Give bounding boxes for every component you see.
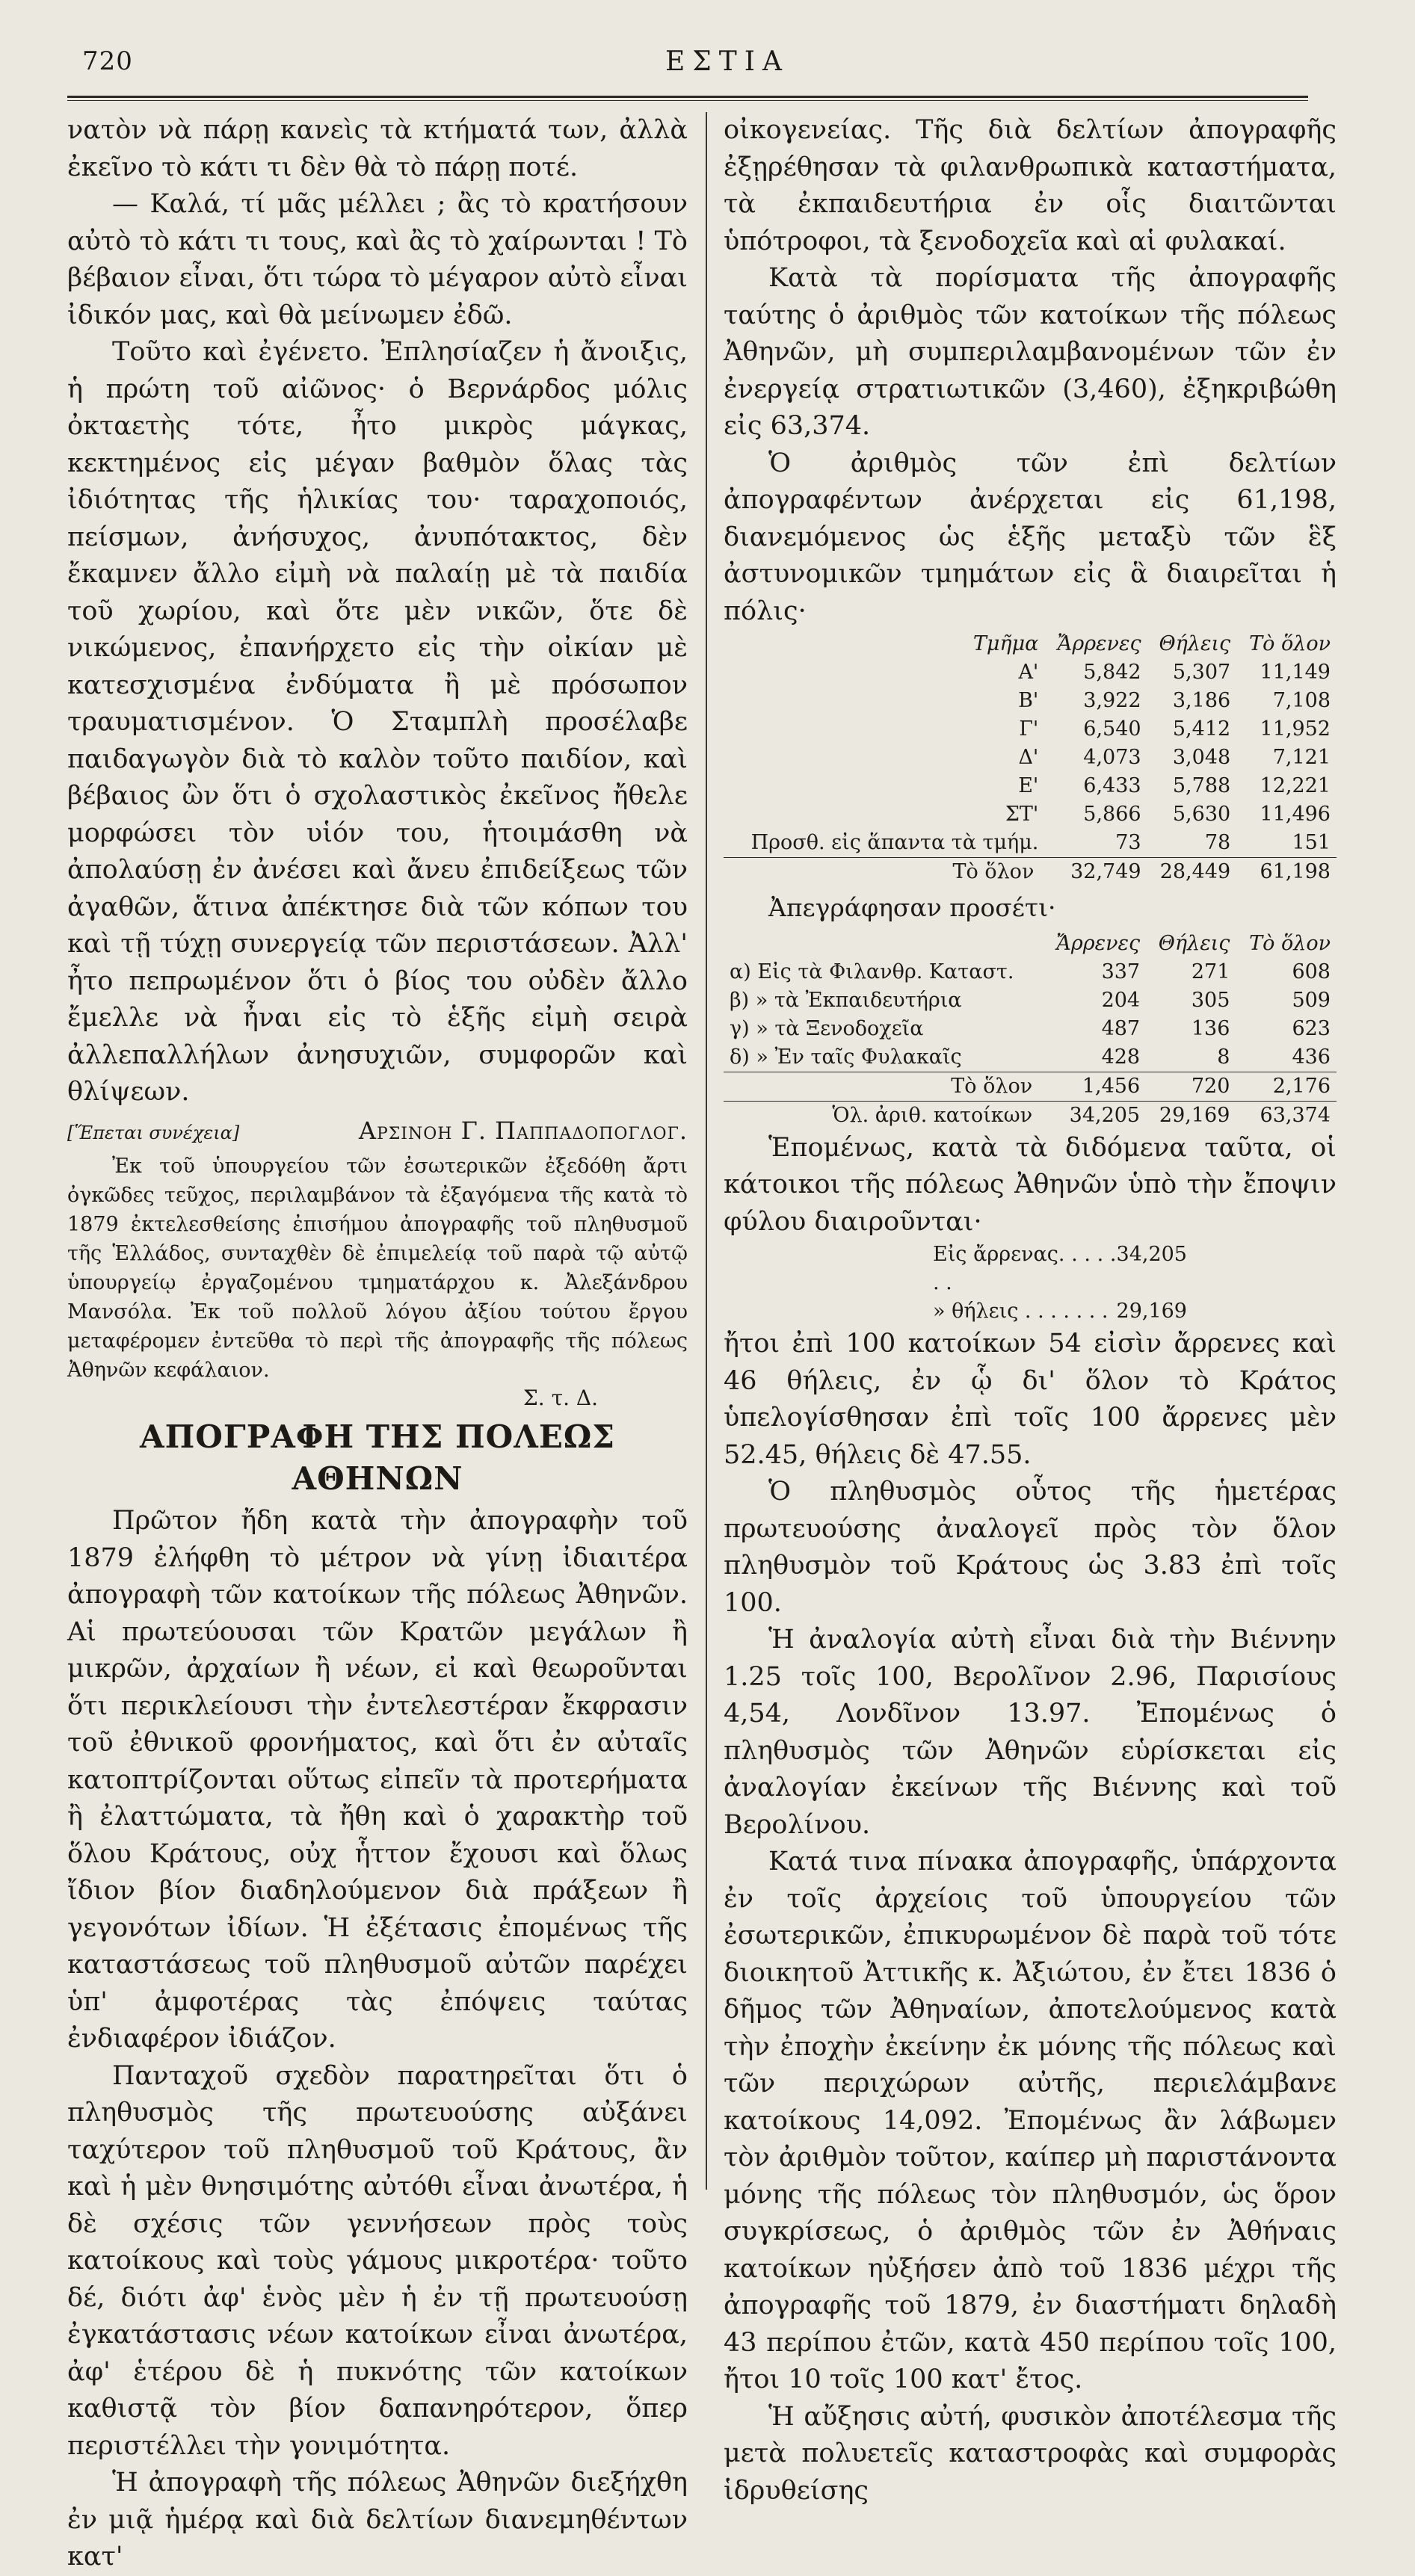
right-column bbox=[724, 112, 1337, 2509]
header-rule bbox=[67, 96, 1308, 98]
table-cell: 151 bbox=[1292, 831, 1331, 854]
table-cell: 3,186 bbox=[1172, 689, 1231, 712]
table-cell: 29,169 bbox=[1146, 1101, 1236, 1130]
table-row bbox=[724, 986, 1337, 1015]
table-header: Θήλεις bbox=[1158, 931, 1230, 955]
table-cell: α) Εἰς τὰ Φιλανθρ. Καταστ. bbox=[730, 960, 1014, 983]
table-cell: δ) » Ἐν ταῖς Φυλακαῖς bbox=[730, 1045, 962, 1069]
table-row bbox=[724, 744, 1337, 772]
table-cell: γ) » τὰ Ξενοδοχεῖα bbox=[730, 1016, 924, 1040]
table-cell: 12,221 bbox=[1260, 774, 1331, 797]
table-cell: β) » τὰ Ἐκπαιδευτήρια bbox=[730, 988, 962, 1012]
table-cell: 1,456 bbox=[1043, 1072, 1146, 1101]
table-cell: 428 bbox=[1101, 1045, 1141, 1069]
table-cell: 608 bbox=[1292, 960, 1331, 983]
table-cell: 305 bbox=[1191, 988, 1230, 1012]
table-cell: 5,866 bbox=[1083, 803, 1141, 826]
table-grand-total-row bbox=[724, 1101, 1337, 1130]
article-paragraph: οἰκογενείας. Τῆς διὰ δελτίων ἀπογραφῆς ἐξῃρέθησαν τὰ φιλανθρωπικὰ καταστήματα, τὰ ἐκπαιδευτήρια ἐν οἷς διαιτῶνται ὑπότροφοι, τὰ ξενοδοχεῖα καὶ αἱ φυλακαί. bbox=[724, 115, 1337, 256]
table-header: Τὸ ὅλον bbox=[1249, 632, 1331, 655]
table-cell: 28,449 bbox=[1147, 858, 1237, 887]
table-header: Τὸ ὅλον bbox=[1249, 931, 1331, 955]
table-row bbox=[724, 658, 1337, 687]
table-cell: Γ' bbox=[1019, 717, 1039, 741]
table-cell: 6,433 bbox=[1083, 774, 1141, 797]
table-cell: 436 bbox=[1292, 1045, 1331, 1069]
table-cell: 4,073 bbox=[1083, 746, 1141, 769]
continued-note: [Ἕπεται συνέχεια] bbox=[67, 1122, 240, 1143]
table-row bbox=[724, 687, 1337, 715]
article-paragraph: Πανταχοῦ σχεδὸν παρατηρεῖται ὅτι ὁ πληθυσμὸς τῆς πρωτευούσης αὐξάνει ταχύτερον τοῦ πληθυσμοῦ τοῦ Κράτους, ἂν καὶ ἡ μὲν θνησιμότης αὐτόθι εἶναι ἀνωτέρα, ἡ δὲ σχέσις τῶν γεννήσεων πρὸς τοὺς κατοίκους καὶ τοὺς γάμους μικροτέρα· τοῦτο δέ, διότι ἀφ' ἑνὸς μὲν ἡ ἐν τῇ πρωτευούσῃ ἐγκατάστασις νέων κατοίκων εἶναι ἀνωτέρα, ἀφ' ἑτέρου δὲ ἡ πυκνότης τῶν κατοίκων καθιστᾷ τὸν βίον δαπανηρότερον, ὅπερ περιστέλλει τὴν γονιμότητα. bbox=[67, 2060, 688, 2461]
table-row bbox=[724, 800, 1337, 829]
table-row bbox=[724, 1015, 1337, 1043]
article-paragraph: Ἡ ἀναλογία αὐτὴ εἶναι διὰ τὴν Βιέννην 1.25 τοῖς 100, Βερολῖνον 2.96, Παρισίους 4,54, Λονδῖνον 13.97. Ἐπομένως ὁ πληθυσμὸς τῶν Ἀθηνῶν εὑρίσκεται εἰς ἀναλογίαν ἐκείνων τῆς Βιέννης καὶ τοῦ Βερολίνου. bbox=[724, 1625, 1337, 1840]
table-cell: 63,374 bbox=[1236, 1101, 1337, 1130]
section-label: Ἀπεγράφησαν προσέτι· bbox=[768, 893, 1056, 922]
story-paragraph: νατὸν νὰ πάρῃ κανεὶς τὰ κτήματά των, ἀλλὰ ἐκεῖνο τὸ κάτι τι δὲν θὰ τὸ πάρῃ ποτέ. bbox=[67, 115, 688, 182]
column-divider bbox=[706, 112, 707, 2190]
article-title: ΑΠΟΓΡΑΦΗ ΤΗΣ ΠΟΛΕΩΣ ΑΘΗΝΩΝ bbox=[140, 1418, 615, 1497]
article-paragraph: Ἡ ἀπογραφὴ τῆς πόλεως Ἀθηνῶν διεξήχθη ἐν μιᾷ ἡμέρᾳ καὶ διὰ δελτίων διανεμηθέντων κατ' bbox=[67, 2468, 688, 2572]
article-paragraph: Κατὰ τὰ πορίσματα τῆς ἀπογραφῆς ταύτης ὁ ἀριθμὸς τῶν κατοίκων τῆς πόλεως Ἀθηνῶν, μὴ συμπεριλαμβανομένων τῶν ἐν ἐνεργείᾳ στρατιωτικῶν (3,460), ἐξηκριβώθη εἰς 63,374. bbox=[724, 263, 1337, 441]
article-paragraph: Κατά τινα πίνακα ἀπογραφῆς, ὑπάρχοντα ἐν τοῖς ἀρχείοις τοῦ ὑπουργείου τῶν ἐσωτερικῶν, ἐπικυρωμένον δὲ παρὰ τοῦ τότε διοικητοῦ Ἀττικῆς κ. Ἀξιώτου, ἐν ἔτει 1836 ὁ δῆμος τῶν Ἀθηναίων, ἀποτελούμενος κατὰ τὴν ἐποχὴν ἐκείνην ἐκ μόνης τῆς πόλεως καὶ τῶν περιχώρων αὐτῆς, περιελάμβανε κατοίκους 14,092. Ἐπομένως ἂν λάβωμεν τὸν ἀριθμὸν τοῦτον, καίπερ μὴ παριστάνοντα μόνης τῆς πόλεως τὸν πληθυσμόν, ὡς ὅρον συγκρίσεως, ὁ ἀριθμὸς τῶν ἐν Ἀθήναις κατοίκων ηὐξήσεν ἀπὸ τοῦ 1836 μέχρι τῆς ἀπογραφῆς τοῦ 1879, ἐν διαστήματι δηλαδὴ 43 περίπου ἐτῶν, κατὰ 450 περίπου τοῖς 100, ἤτοι 10 τοῖς 100 κατ' ἔτος. bbox=[724, 1847, 1337, 2394]
district-table bbox=[724, 630, 1337, 886]
table-header: Τμῆμα bbox=[972, 632, 1039, 655]
table-cell: 5,307 bbox=[1172, 661, 1231, 684]
table-row bbox=[724, 829, 1337, 858]
author-name: Αρσινοη Γ. Παππαδοπογλογ. bbox=[358, 1116, 688, 1145]
table-cell: 11,149 bbox=[1260, 661, 1331, 684]
article-paragraph: Ἑπομένως, κατὰ τὰ διδόμενα ταῦτα, οἱ κάτοικοι τῆς πόλεως Ἀθηνῶν ὑπὸ τὴν ἔποψιν φύλου διαιροῦνται· bbox=[724, 1132, 1337, 1237]
table-cell: 11,496 bbox=[1260, 803, 1331, 826]
distribution-row bbox=[933, 1241, 1187, 1297]
table-cell: 337 bbox=[1101, 960, 1141, 983]
table-header-row bbox=[724, 930, 1337, 958]
page-header bbox=[82, 46, 1293, 91]
table-cell: 3,048 bbox=[1172, 746, 1231, 769]
table-total-row bbox=[724, 858, 1337, 887]
header-rule-thin bbox=[67, 100, 1308, 101]
article-paragraph: Ὁ ἀριθμὸς τῶν ἐπὶ δελτίων ἀπογραφέντων ἀνέρχεται εἰς 61,198, διανεμόμενος ὡς ἑξῆς μεταξὺ τῶν ἓξ ἀστυνομικῶν τμημάτων εἰς ἃ διαιρεῖται ἡ πόλις· bbox=[724, 448, 1337, 626]
left-column bbox=[67, 112, 688, 2576]
table-cell: Ε' bbox=[1018, 774, 1039, 797]
article-paragraph: Ἡ αὔξησις αὐτή, φυσικὸν ἀποτέλεσμα τῆς μετὰ πολυετεῖς καταστροφὰς καὶ συμφορὰς ἱδρυθείσης bbox=[724, 2401, 1337, 2506]
table-cell: 34,205 bbox=[1043, 1101, 1146, 1130]
distribution-value: 34,205 bbox=[1116, 1243, 1187, 1266]
article-paragraph: Ὁ πληθυσμὸς οὗτος τῆς ἡμετέρας πρωτευούσης ἀναλογεῖ πρὸς τὸν ὅλον πληθυσμὸν τοῦ Κράτους ὡς 3.83 ἐπὶ τοῖς 100. bbox=[724, 1477, 1337, 1618]
table-cell: Ὁλ. ἀριθ. κατοίκων bbox=[724, 1101, 1043, 1130]
table-cell: 2,176 bbox=[1236, 1072, 1337, 1101]
table-cell: 3,922 bbox=[1083, 689, 1141, 712]
table-cell: 8 bbox=[1217, 1045, 1230, 1069]
table-row bbox=[724, 715, 1337, 744]
story-paragraph: — Καλά, τί μᾶς μέλλει ; ἂς τὸ κρατήσουν αὐτὸ τὸ κάτι τι τους, καὶ ἂς τὸ χαίρωνται ! Τὸ βέβαιον εἶναι, ὅτι τώρα τὸ μέγαρον αὐτὸ εἶναι ἰδικόν μας, καὶ θὰ μείνωμεν ἐδῶ. bbox=[67, 189, 688, 330]
institutions-table bbox=[724, 930, 1337, 1130]
table-cell: ΣΤ' bbox=[1005, 803, 1039, 826]
table-cell: 5,412 bbox=[1172, 717, 1231, 741]
table-cell: 623 bbox=[1292, 1016, 1331, 1040]
distribution-value: 29,169 bbox=[1116, 1300, 1187, 1323]
table-cell: 271 bbox=[1191, 960, 1230, 983]
table-header: Ἄρρενες bbox=[1057, 632, 1141, 655]
table-cell: 5,788 bbox=[1172, 774, 1231, 797]
page-number: 720 bbox=[82, 46, 133, 76]
table-total-row bbox=[724, 1072, 1337, 1101]
table-cell: 78 bbox=[1204, 831, 1231, 854]
table-cell: 6,540 bbox=[1083, 717, 1141, 741]
table-header: Θήλεις bbox=[1159, 632, 1231, 655]
table-row bbox=[724, 1043, 1337, 1072]
table-cell: Β' bbox=[1018, 689, 1039, 712]
table-row bbox=[724, 772, 1337, 800]
table-cell: 61,198 bbox=[1236, 858, 1337, 887]
table-row bbox=[724, 958, 1337, 986]
editorial-note: Ἐκ τοῦ ὑπουργείου τῶν ἐσωτερικῶν ἐξεδόθη ἄρτι ὀγκῶδες τεῦχος, περιλαμβάνον τὰ ἐξαγόμενα τῆς κατὰ τὸ 1879 ἐκτελεσθείσης ἐπισήμου ἀπογραφῆς τοῦ πληθυσμοῦ τῆς Ἑλλάδος, συνταχθὲν δὲ ἐπιμελείᾳ τοῦ παρὰ τῷ αὐτῷ ὑπουργείῳ ἐργαζομένου τμηματάρχου κ. Ἀλεξάνδρου Μανσόλα. Ἐκ τοῦ πολλοῦ λόγου ἀξίου τούτου ἔργου μεταφέρομεν ἐντεῦθα τὸ περὶ τῆς ἀπογραφῆς τῆς πόλεως Ἀθηνῶν κεφάλαιον. bbox=[67, 1155, 688, 1382]
story-paragraph: Τοῦτο καὶ ἐγένετο. Ἐπλησίαζεν ἡ ἄνοιξις, ἡ πρώτη τοῦ αἰῶνος· ὁ Βερνάρδος μόλις ὀκταετὴς τότε, ἦτο μικρὸς μάγκας, κεκτημένος εἰς μέγαν βαθμὸν ὅλας τὰς ἰδιότητας τῆς ἡλικίας του· ταραχοποιός, πείσμων, ἀνήσυχος, ἀνυπότακτος, δὲν ἔκαμνεν ἄλλο εἰμὴ νὰ παλαίῃ μὲ τὰ παιδία τοῦ χωρίου, καὶ ὅτε μὲν νικῶν, ὅτε δὲ νικώμενος, ἐπανήρχετο εἰς τὴν οἰκίαν μὲ κατεσχισμένα ἐνδύματα ἢ μὲ πρόσωπον τραυματισμένον. Ὁ Σταμπλὴ προσέλαβε παιδαγωγὸν διὰ τὸ καλὸν τοῦτο παιδίον, καὶ βέβαιος ὢν ὅτι ὁ σχολαστικὸς ἐκεῖνος ἤθελε μορφώσει τὸν υἱόν του, ἡτοιμάσθη νὰ ἀπολαύσῃ ἐν ἀνέσει καὶ ἄνευ ἐπιδείξεως τῶν ἀγαθῶν, ἅτινα ἀπέκτησε διὰ τῶν κόπων του καὶ τῇ τύχῃ συνεργείᾳ τῶν περιστάσεων. Ἀλλ' ἦτο πεπρωμένον ὅτι ὁ βίος του οὐδὲν ἄλλο ἔμελλε νὰ ἦναι εἰς τὸ ἑξῆς εἰμὴ σειρὰ ἀλλεπαλλήλων ἀνησυχιῶν, συμφορῶν καὶ θλίψεων. bbox=[67, 337, 688, 1107]
table-cell: 5,630 bbox=[1172, 803, 1231, 826]
table-cell: Δ' bbox=[1018, 746, 1039, 769]
distribution-label: » θήλεις . . . . . . . bbox=[933, 1300, 1109, 1323]
sex-distribution bbox=[724, 1241, 1337, 1326]
table-cell: Α' bbox=[1018, 661, 1039, 684]
table-cell: 73 bbox=[1115, 831, 1141, 854]
table-cell: 509 bbox=[1292, 988, 1331, 1012]
table-cell: 11,952 bbox=[1260, 717, 1331, 741]
table-cell: 32,749 bbox=[1044, 858, 1147, 887]
article-paragraph: ἤτοι ἐπὶ 100 κατοίκων 54 εἰσὶν ἄρρενες καὶ 46 θήλεις, ἐν ᾧ δι' ὅλον τὸ Κράτος ὑπελογίσθησαν ἐπὶ τοῖς 100 ἄρρενες μὲν 52.45, θήλεις δὲ 47.55. bbox=[724, 1329, 1337, 1470]
story-signature bbox=[67, 1113, 688, 1152]
table-cell: Προσθ. εἰς ἅπαντα τὰ τμήμ. bbox=[750, 831, 1039, 854]
table-cell: 136 bbox=[1191, 1016, 1230, 1040]
distribution-label: Εἰς ἄρρενας. . . . . . . bbox=[933, 1243, 1117, 1294]
table-cell: 204 bbox=[1101, 988, 1141, 1012]
table-cell: 720 bbox=[1146, 1072, 1236, 1101]
table-cell: Τὸ ὅλον bbox=[724, 858, 1044, 887]
table-cell: Τὸ ὅλον bbox=[724, 1072, 1043, 1101]
table-header-row bbox=[724, 630, 1337, 658]
running-title: ΕΣΤΙΑ bbox=[665, 46, 789, 77]
editorial-initials: Σ. τ. Δ. bbox=[522, 1386, 598, 1410]
table-header: Ἄρρενες bbox=[1056, 931, 1141, 955]
table-cell: 5,842 bbox=[1083, 661, 1141, 684]
distribution-row bbox=[933, 1297, 1187, 1326]
article-paragraph: Πρῶτον ἤδη κατὰ τὴν ἀπογραφὴν τοῦ 1879 ἐλήφθη τὸ μέτρον νὰ γίνῃ ἰδιαιτέρα ἀπογραφὴ τῶν κατοίκων τῆς πόλεως Ἀθηνῶν. Αἱ πρωτεύουσαι τῶν Κρατῶν μεγάλων ἢ μικρῶν, ἀρχαίων ἢ νέων, εἰ καὶ θεωροῦνται ὅτι περικλείουσι τὴν ἐντελεστέραν ἔκφρασιν τοῦ ἐθνικοῦ φρονήματος, καὶ ὅτι ἐν αὐταῖς κατοπτρίζονται οὕτως εἰπεῖν τὰ προτερήματα ἢ ἐλαττώματα, τὰ ἤθη καὶ ὁ χαρακτὴρ τοῦ ὅλου Κράτους, οὐχ ἧττον ἔχουσι καὶ ὅλως ἴδιον βίον διαδηλούμενον διὰ πράξεων ἢ γεγονότων ἰδίων. Ἡ ἐξέτασις ἐπομένως τῆς καταστάσεως τοῦ πληθυσμοῦ αὐτῶν παρέχει ὑπ' ἀμφοτέρας τὰς ἐπόψεις ταύτας ἐνδιαφέρον ἰδιάζον. bbox=[67, 1506, 688, 2054]
table-cell: 7,108 bbox=[1272, 689, 1331, 712]
table-cell: 487 bbox=[1101, 1016, 1141, 1040]
table-cell: 7,121 bbox=[1272, 746, 1331, 769]
table-header bbox=[724, 930, 1043, 958]
